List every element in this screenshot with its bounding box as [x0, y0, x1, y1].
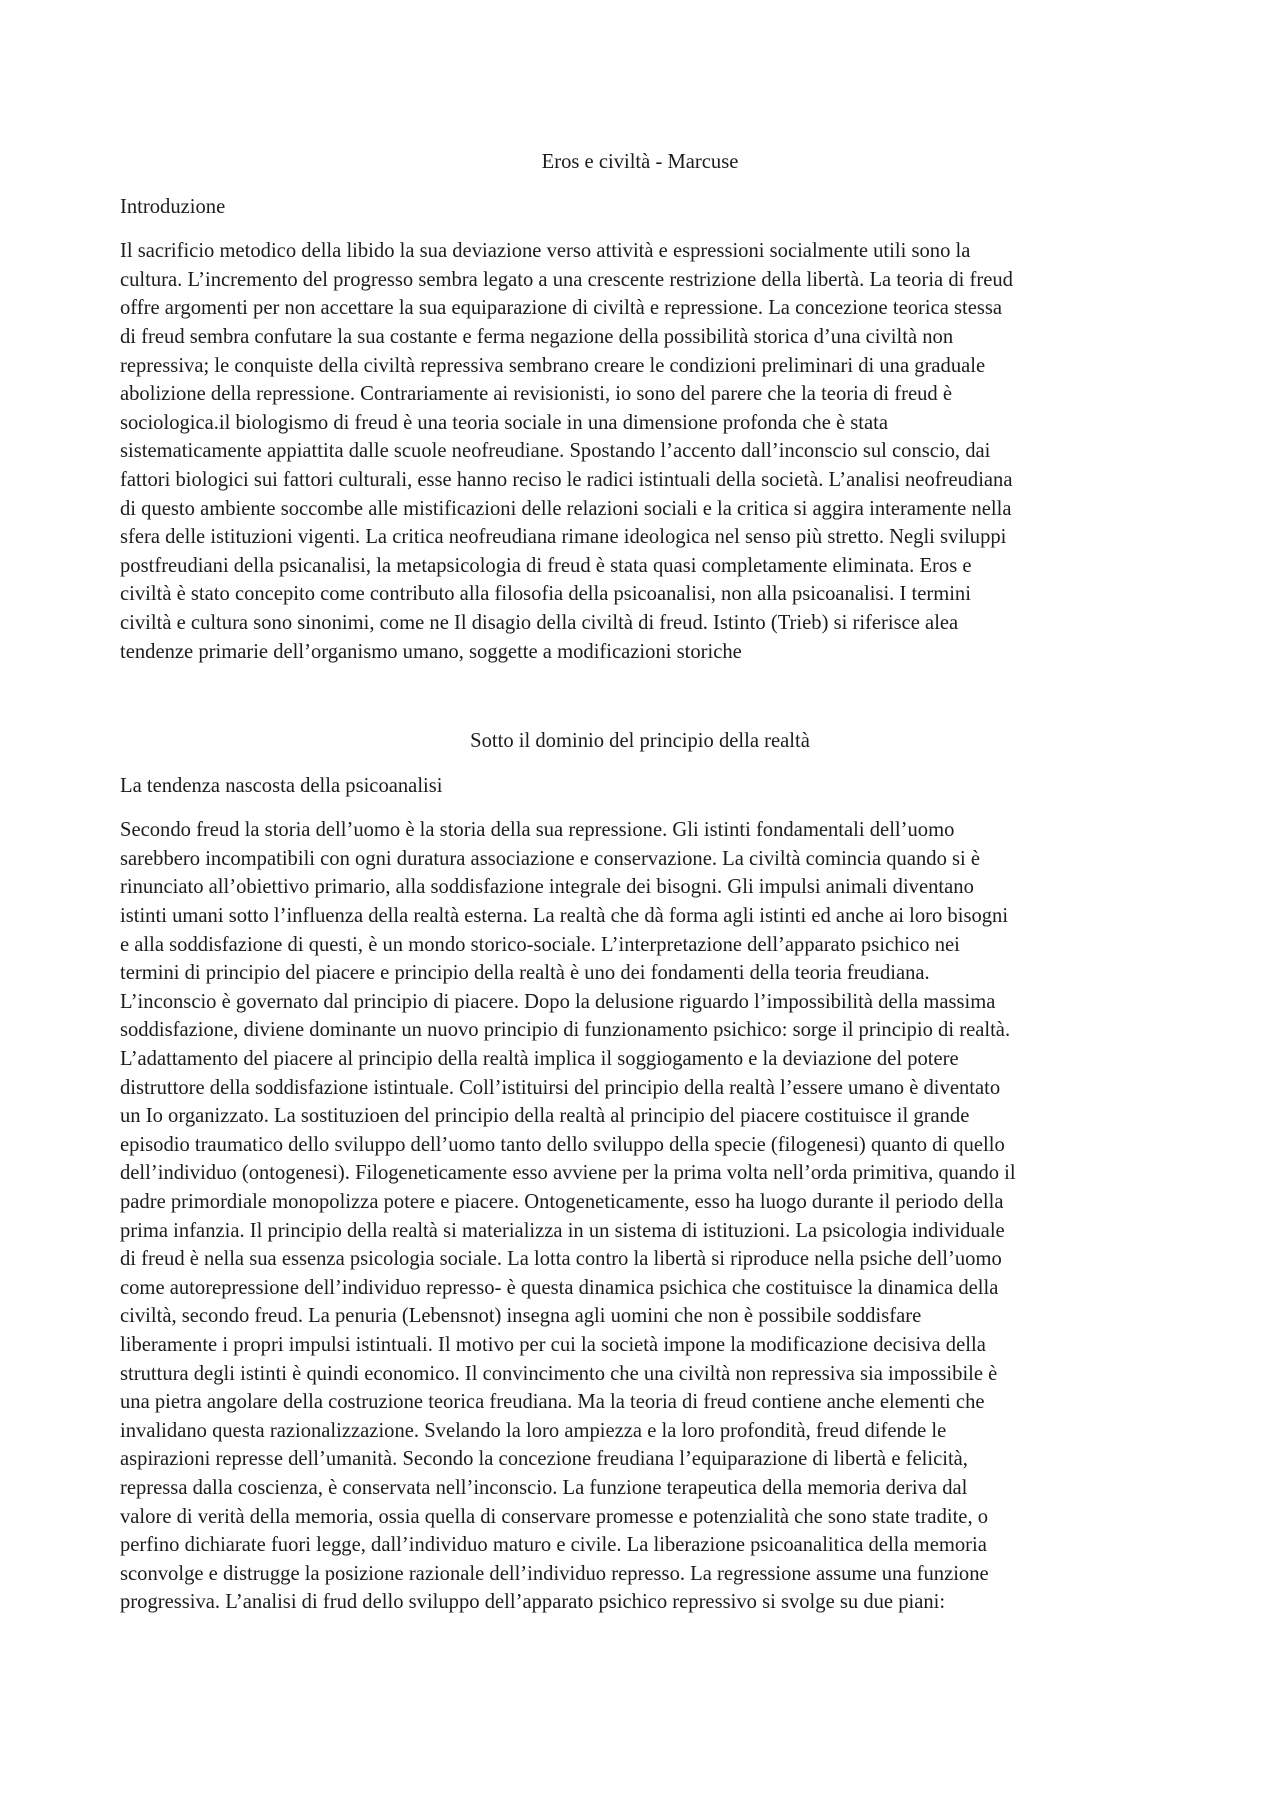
text-line: repressa dalla coscienza, è conservata nell’inconscio. La funzione terapeutica della memoria deriva dal: [120, 1476, 968, 1499]
text-line: L’adattamento del piacere al principio della realtà implica il soggiogamento e la deviazione del potere: [120, 1048, 959, 1071]
text-line: istinti umani sotto l’influenza della realtà esterna. La realtà che dà forma agli istinti ed anche ai loro bisogni: [120, 905, 1009, 928]
section-subheading: La tendenza nascosta della psicoanalisi: [120, 774, 443, 797]
text-line: rinunciato all’obiettivo primario, alla soddisfazione integrale dei bisogni. Gli impulsi animali diventano: [120, 876, 974, 899]
text-line: fattori biologici sui fattori culturali, esse hanno reciso le radici istintuali della società. L’analisi neofreudiana: [120, 468, 1013, 491]
text-line: sconvolge e distrugge la posizione razionale dell’individuo represso. La regressione assume una funzione: [120, 1562, 989, 1585]
text-line: come autorepressione dell’individuo represso- è questa dinamica psichica che costituisce la dinamica della: [120, 1276, 999, 1299]
text-line: struttura degli istinti è quindi economico. Il convincimento che una civiltà non repressiva sia impossibile è: [120, 1362, 998, 1385]
text-line: tendenze primarie dell’organismo umano, soggette a modificazioni storiche: [120, 640, 742, 663]
text-line: padre primordiale monopolizza potere e piacere. Ontogeneticamente, esso ha luogo durante il periodo della: [120, 1191, 1004, 1213]
text-line: di freud sembra confutare la sua costante e ferma negazione della possibilità storica d’una civiltà non: [120, 325, 954, 348]
text-line: valore di verità della memoria, ossia quella di conservare promesse e potenzialità che sono state tradite, o: [120, 1505, 989, 1528]
text-line: sistematicamente appiattita dalle scuole neofreudiane. Spostando l’accento dall’inconscio sul conscio, dai: [120, 440, 991, 463]
text-line: progressiva. L’analisi di frud dello sviluppo dell’apparato psichico repressivo si svolge su due piani:: [120, 1591, 946, 1614]
section-paragraph: [120, 816, 1160, 1617]
text-line: civiltà e cultura sono sinonimi, come ne Il disagio della civiltà di freud. Istinto (Trieb) si riferisce alea: [120, 611, 959, 634]
text-line: cultura. L’incremento del progresso sembra legato a una crescente restrizione della libertà. La teoria di freud: [120, 268, 1013, 291]
text-line: dell’individuo (ontogenesi). Filogeneticamente esso avviene per la prima volta nell’orda primitiva, quando il: [120, 1162, 1016, 1185]
text-line: distruttore della soddisfazione istintuale. Coll’istituirsi del principio della realtà l’essere umano è diventato: [120, 1076, 1001, 1099]
text-line: sociologica.il biologismo di freud è una teoria sociale in una dimensione profonda che è stata: [120, 411, 889, 434]
text-line: abolizione della repressione. Contrariamente ai revisionisti, io sono del parere che la teoria di freud è: [120, 383, 953, 406]
text-line: Il sacrificio metodico della libido la sua deviazione verso attività e espressioni socialmente utili sono la: [120, 240, 971, 263]
text-line: termini di principio del piacere e principio della realtà è uno dei fondamenti della teoria freudiana.: [120, 962, 930, 985]
text-line: offre argomenti per non accettare la sua equiparazione di civiltà e repressione. La concezione teorica stessa: [120, 297, 1003, 320]
text-line: liberamente i propri impulsi istintuali. Il motivo per cui la società impone la modificazione decisiva della: [120, 1333, 986, 1356]
section-spacer: [120, 666, 1160, 727]
text-line: e alla soddisfazione di questi, è un mondo storico-sociale. L’interpretazione dell’apparato psichico nei: [120, 933, 960, 956]
text-line: civiltà, secondo freud. La penuria (Lebensnot) insegna agli uomini che non è possibile soddisfare: [120, 1305, 922, 1328]
text-line: sfera delle istituzioni vigenti. La critica neofreudiana rimane ideologica nel senso più stretto. Negli sviluppi: [120, 526, 1007, 549]
text-line: una pietra angolare della costruzione teorica freudiana. Ma la teoria di freud contiene anche elementi che: [120, 1391, 985, 1414]
text-line: un Io organizzato. La sostituzioen del principio della realtà al principio del piacere costituisce il grande: [120, 1105, 970, 1128]
text-line: prima infanzia. Il principio della realtà si materializza in un sistema di istituzioni. La psicologia individuale: [120, 1219, 1005, 1242]
text-line: Secondo freud la storia dell’uomo è la storia della sua repressione. Gli istinti fondamentali dell’uomo: [120, 819, 955, 842]
text-line: perfino dichiarate fuori legge, dall’individuo maturo e civile. La liberazione psicoanalitica della memoria: [120, 1534, 987, 1557]
intro-paragraph: [120, 237, 1160, 666]
text-line: aspirazioni represse dell’umanità. Secondo la concezione freudiana l’equiparazione di libertà e felicità,: [120, 1448, 968, 1471]
document-page: [120, 148, 1160, 1617]
text-line: episodio traumatico dello sviluppo dell’uomo tanto dello sviluppo della specie (filogenesi) quanto di quello: [120, 1133, 1005, 1156]
text-line: soddisfazione, diviene dominante un nuovo principio di funzionamento psichico: sorge il principio di realtà.: [120, 1019, 1011, 1042]
text-line: civiltà è stato concepito come contributo alla filosofia della psicoanalisi, non alla psicoanalisi. I termini: [120, 583, 971, 606]
intro-heading: Introduzione: [120, 195, 226, 218]
text-line: repressiva; le conquiste della civiltà repressiva sembrano creare le condizioni preliminari di una graduale: [120, 354, 986, 377]
text-line: invalidano questa razionalizzazione. Svelando la loro ampiezza e la loro profondità, freud difende le: [120, 1419, 947, 1442]
text-line: sarebbero incompatibili con ogni duratura associazione e conservazione. La civiltà comincia quando si è: [120, 847, 981, 870]
text-line: L’inconscio è governato dal principio di piacere. Dopo la delusione riguardo l’impossibilità della massima: [120, 990, 996, 1013]
text-line: postfreudiani della psicanalisi, la metapsicologia di freud è stata quasi completamente eliminata. Eros e: [120, 554, 972, 577]
text-line: di freud è nella sua essenza psicologia sociale. La lotta contro la libertà si riproduce nella psiche dell’uomo: [120, 1248, 1002, 1271]
document-title: Eros e civiltà - Marcuse: [541, 151, 739, 173]
section-heading: Sotto il dominio del principio della realtà: [470, 730, 810, 753]
text-line: di questo ambiente soccombe alle mistificazioni delle relazioni sociali e la critica si aggira interamente nella: [120, 497, 1012, 520]
